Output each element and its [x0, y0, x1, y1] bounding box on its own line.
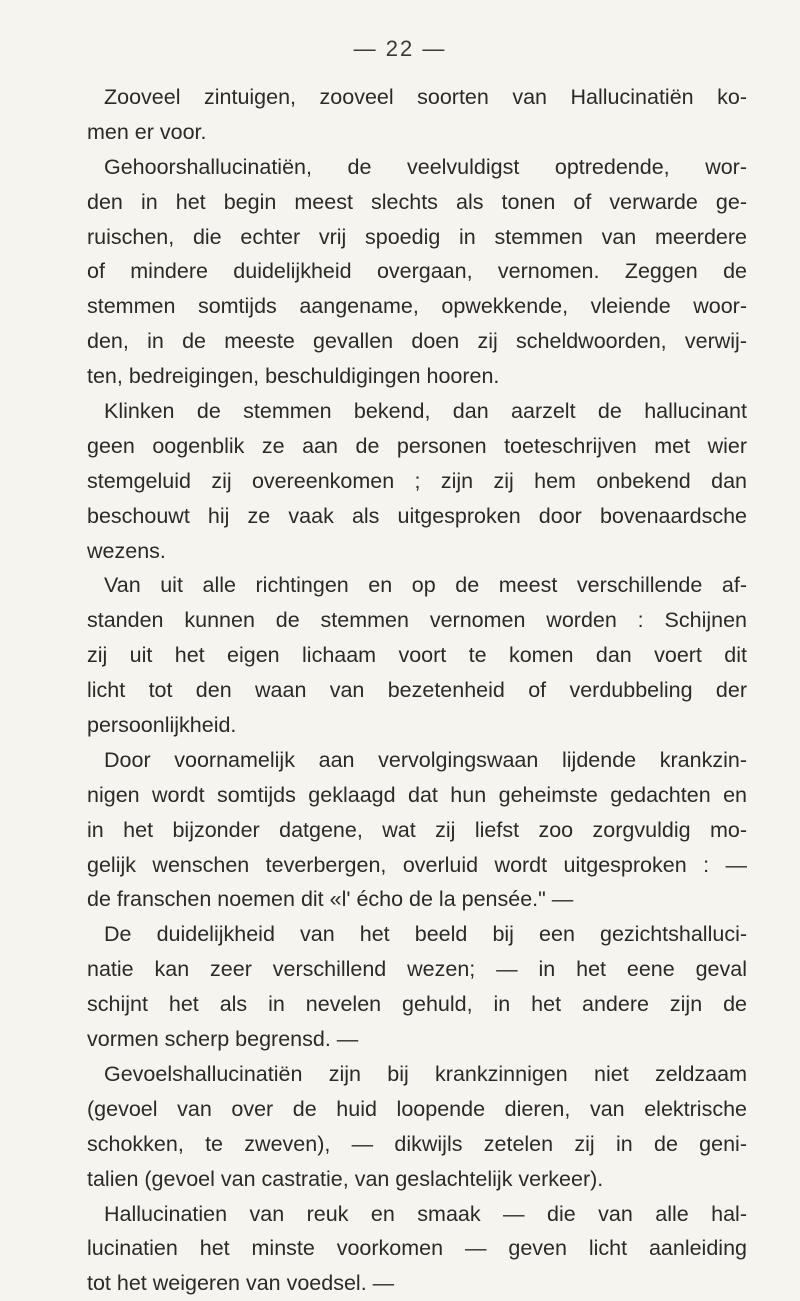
text-line: stemgeluid zij overeenkomen ; zijn zij hem onbekend dan — [87, 468, 747, 493]
text-line: Van uit alle richtingen en op de meest verschillende af- — [104, 573, 747, 598]
text-line: Gevoelshallucinatiën zijn bij krankzinnigen niet zeldzaam — [104, 1061, 747, 1086]
text-line: Zooveel zintuigen, zooveel soorten van Hallucinatiën ko- — [104, 85, 747, 109]
text-line: Klinken de stemmen bekend, dan aarzelt de hallucinant — [104, 399, 747, 424]
text-line: zij uit het eigen lichaam voort te komen dan voert dit — [87, 643, 747, 668]
text-line: vormen scherp begrensd. — — [87, 1027, 359, 1052]
text-line: De duidelijkheid van het beeld bij een gezichtshalluci- — [104, 922, 747, 947]
text-line: ten, bedreigingen, beschuldigingen hooren. — [87, 364, 500, 389]
text-line: de franschen noemen dit «l' écho de la pensée." — — [87, 887, 574, 912]
text-line: talien (gevoel van castratie, van geslachtelijk verkeer). — [87, 1166, 604, 1191]
text-line: in het bijzonder datgene, wat zij liefst zoo zorgvuldig mo- — [87, 817, 747, 842]
text-line: Gehoorshallucinatiën, de veelvuldigst optredende, wor- — [104, 154, 747, 179]
body-text — [87, 80, 747, 1301]
text-line: geen oogenblik ze aan de personen toeteschrijven met wier — [87, 433, 747, 458]
text-line: men er voor. — [87, 119, 207, 144]
text-line: Hallucinatien van reuk en smaak — die van alle hal- — [104, 1201, 747, 1226]
text-line: schokken, te zweven), — dikwijls zetelen zij in de geni- — [87, 1131, 747, 1156]
text-line: den, in de meeste gevallen doen zij scheldwoorden, verwij- — [87, 329, 747, 354]
text-line: stemmen somtijds aangename, opwekkende, vleiende woor- — [87, 294, 747, 319]
text-line: ruischen, die echter vrij spoedig in stemmen van meerdere — [87, 224, 747, 249]
text-line: wezens. — [87, 538, 166, 563]
text-line: persoonlijkheid. — [87, 713, 237, 738]
text-line: licht tot den waan van bezetenheid of verdubbeling der — [87, 678, 747, 703]
text-line: gelijk wenschen teverbergen, overluid wordt uitgesproken : — — [87, 852, 747, 877]
text-line: Door voornamelijk aan vervolgingswaan lijdende krankzin- — [104, 747, 747, 772]
text-line: den in het begin meest slechts als tonen of verwarde ge- — [87, 189, 747, 214]
text-line: of mindere duidelijkheid overgaan, vernomen. Zeggen de — [87, 259, 747, 284]
text-line: tot het weigeren van voedsel. — — [87, 1271, 395, 1296]
text-line: nigen wordt somtijds geklaagd dat hun geheimste gedachten en — [87, 782, 747, 807]
text-line: lucinatien het minste voorkomen — geven licht aanleiding — [87, 1236, 747, 1261]
page-number: — 22 — — [353, 36, 447, 61]
text-line: standen kunnen de stemmen vernomen worden : Schijnen — [87, 608, 747, 633]
text-line: beschouwt hij ze vaak als uitgesproken door bovenaardsche — [87, 503, 747, 528]
text-line: (gevoel van over de huid loopende dieren, van elektrische — [87, 1096, 747, 1121]
text-line: natie kan zeer verschillend wezen; — in het eene geval — [87, 957, 747, 982]
text-line: schijnt het als in nevelen gehuld, in het andere zijn de — [87, 992, 747, 1017]
